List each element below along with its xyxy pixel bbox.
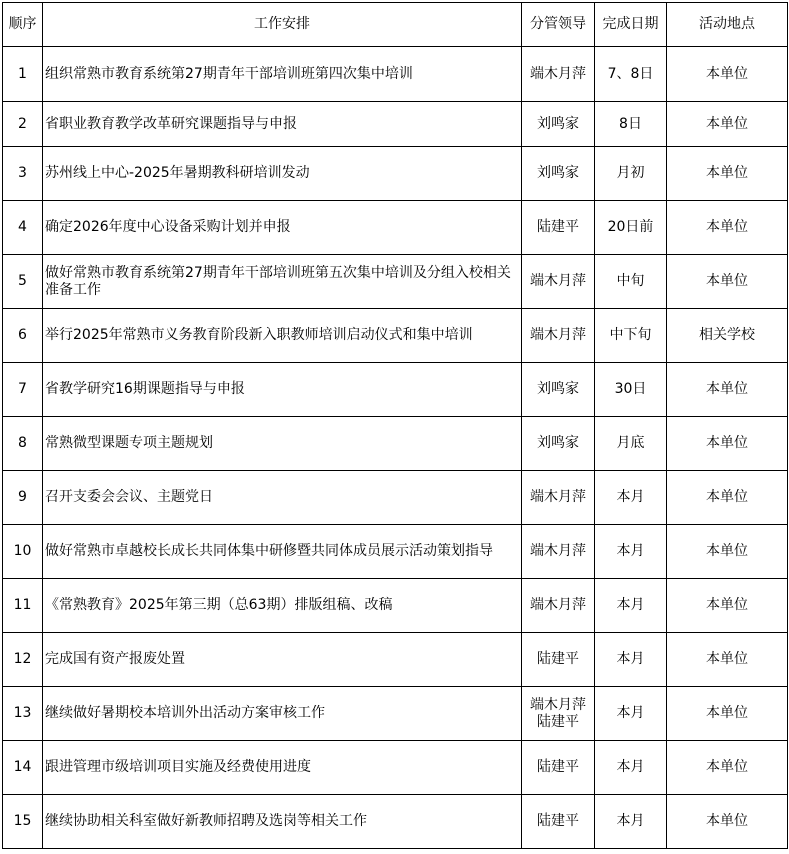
row-index: 12	[3, 633, 43, 687]
leader-name: 刘鸣家	[537, 381, 579, 397]
table-row	[3, 525, 788, 579]
row-task: 完成国有资产报废处置	[43, 633, 522, 687]
row-task: 确定2026年度中心设备采购计划并申报	[43, 201, 522, 255]
row-place: 本单位	[667, 102, 788, 147]
leader-name: 陆建平	[537, 713, 579, 730]
row-place: 本单位	[667, 525, 788, 579]
row-date: 中旬	[595, 255, 667, 309]
row-date: 月底	[595, 417, 667, 471]
leader-name: 刘鸣家	[537, 115, 579, 132]
row-task: 做好常熟市教育系统第27期青年干部培训班第五次集中培训及分组入校相关准备工作	[43, 255, 522, 309]
row-place: 本单位	[667, 741, 788, 795]
row-place: 本单位	[667, 687, 788, 741]
row-date: 本月	[595, 741, 667, 795]
row-leader	[522, 579, 595, 633]
leader-name: 陆建平	[537, 813, 579, 829]
row-place: 本单位	[667, 363, 788, 417]
row-leader	[522, 633, 595, 687]
row-index: 7	[3, 363, 43, 417]
row-leader	[522, 741, 595, 795]
row-place: 本单位	[667, 255, 788, 309]
row-leader	[522, 687, 595, 741]
row-leader	[522, 147, 595, 201]
row-index: 11	[3, 579, 43, 633]
row-index: 10	[3, 525, 43, 579]
row-date: 本月	[595, 471, 667, 525]
row-index: 2	[3, 102, 43, 147]
work-schedule-table	[2, 2, 788, 849]
row-task: 做好常熟市卓越校长成长共同体集中研修暨共同体成员展示活动策划指导	[43, 525, 522, 579]
row-date: 月初	[595, 147, 667, 201]
leader-name: 端木月萍	[530, 489, 586, 505]
leader-name: 端木月萍	[530, 696, 586, 713]
table-row	[3, 102, 788, 147]
row-date: 20日前	[595, 201, 667, 255]
row-leader	[522, 201, 595, 255]
row-leader	[522, 363, 595, 417]
table-row	[3, 47, 788, 102]
row-date: 中下旬	[595, 309, 667, 363]
row-index: 9	[3, 471, 43, 525]
row-index: 3	[3, 147, 43, 201]
row-date: 30日	[595, 363, 667, 417]
row-place: 相关学校	[667, 309, 788, 363]
row-index: 1	[3, 47, 43, 102]
table-row	[3, 255, 788, 309]
leader-name: 端木月萍	[530, 543, 586, 559]
row-index: 14	[3, 741, 43, 795]
leader-name: 陆建平	[537, 651, 579, 667]
row-task: 跟进管理市级培训项目实施及经费使用进度	[43, 741, 522, 795]
leader-name: 端木月萍	[530, 327, 586, 343]
leader-name: 刘鸣家	[537, 165, 579, 181]
row-leader	[522, 309, 595, 363]
leader-name: 端木月萍	[530, 597, 586, 613]
row-date: 本月	[595, 795, 667, 849]
table-row	[3, 417, 788, 471]
row-date: 本月	[595, 525, 667, 579]
row-task: 继续协助相关科室做好新教师招聘及选岗等相关工作	[43, 795, 522, 849]
table-row	[3, 795, 788, 849]
row-task: 《常熟教育》2025年第三期（总63期）排版组稿、改稿	[43, 579, 522, 633]
table-row	[3, 687, 788, 741]
row-index: 4	[3, 201, 43, 255]
row-task: 省职业教育教学改革研究课题指导与申报	[43, 102, 522, 147]
row-task: 举行2025年常熟市义务教育阶段新入职教师培训启动仪式和集中培训	[43, 309, 522, 363]
row-leader	[522, 795, 595, 849]
table-row	[3, 579, 788, 633]
row-place: 本单位	[667, 201, 788, 255]
row-leader	[522, 417, 595, 471]
row-date: 本月	[595, 687, 667, 741]
table-row	[3, 471, 788, 525]
leader-name: 端木月萍	[530, 65, 586, 82]
leader-name: 陆建平	[524, 759, 592, 776]
row-place: 本单位	[667, 795, 788, 849]
row-index: 8	[3, 417, 43, 471]
row-date: 本月	[595, 579, 667, 633]
row-leader	[522, 102, 595, 147]
row-index: 6	[3, 309, 43, 363]
header-index: 顺序	[3, 3, 43, 47]
row-task: 常熟微型课题专项主题规划	[43, 417, 522, 471]
row-date: 8日	[595, 102, 667, 147]
header-place: 活动地点	[667, 3, 788, 47]
row-leader	[522, 47, 595, 102]
table-row	[3, 363, 788, 417]
row-task: 省教学研究16期课题指导与申报	[43, 363, 522, 417]
row-date: 本月	[595, 633, 667, 687]
table-row	[3, 147, 788, 201]
row-task: 继续做好暑期校本培训外出活动方案审核工作	[43, 687, 522, 741]
table-row	[3, 309, 788, 363]
row-index: 13	[3, 687, 43, 741]
row-place: 本单位	[667, 147, 788, 201]
row-task: 召开支委会会议、主题党日	[43, 471, 522, 525]
leader-name: 刘鸣家	[537, 435, 579, 451]
table-row	[3, 741, 788, 795]
row-leader	[522, 525, 595, 579]
row-place: 本单位	[667, 47, 788, 102]
row-leader	[522, 471, 595, 525]
row-task: 组织常熟市教育系统第27期青年干部培训班第四次集中培训	[43, 47, 522, 102]
header-leader: 分管领导	[522, 3, 595, 47]
row-task: 苏州线上中心-2025年暑期教科研培训发动	[43, 147, 522, 201]
header-task: 工作安排	[43, 3, 522, 47]
leader-name: 端木月萍	[530, 273, 586, 289]
table-row	[3, 201, 788, 255]
leader-name: 陆建平	[537, 219, 579, 235]
row-place: 本单位	[667, 417, 788, 471]
row-index: 5	[3, 255, 43, 309]
table-row	[3, 633, 788, 687]
row-date: 7、8日	[595, 47, 667, 102]
table-header-row	[3, 3, 788, 47]
header-date: 完成日期	[595, 3, 667, 47]
row-place: 本单位	[667, 633, 788, 687]
row-place: 本单位	[667, 579, 788, 633]
row-index: 15	[3, 795, 43, 849]
row-place: 本单位	[667, 471, 788, 525]
row-leader	[522, 255, 595, 309]
